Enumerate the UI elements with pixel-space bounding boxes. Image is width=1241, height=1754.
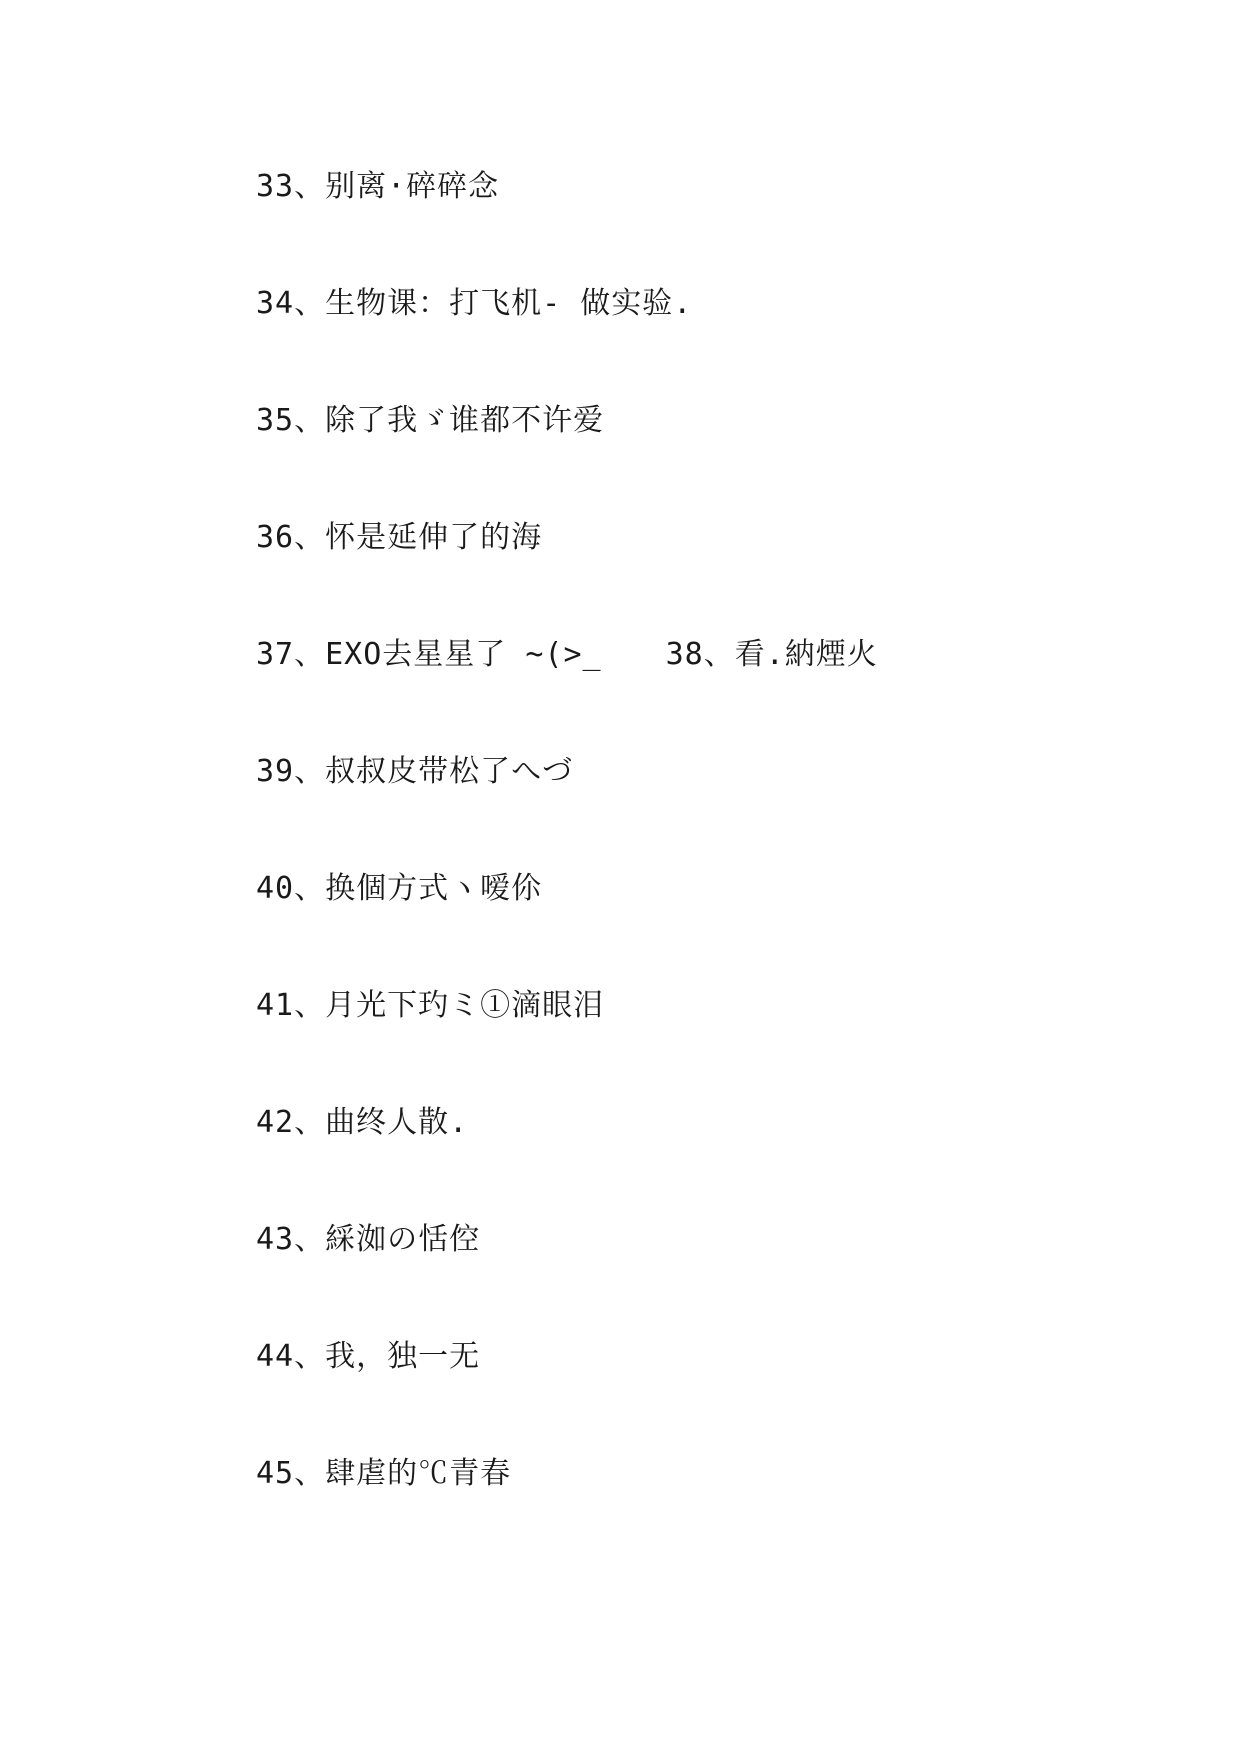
list-item: 45、肆虐的℃青春 <box>256 1456 512 1491</box>
list-item: 35、除了我ゞ谁都不许爱 <box>256 403 605 438</box>
list-item: 44、我，独一无 <box>256 1339 481 1374</box>
list-item: 33、别离·碎碎念 <box>256 169 500 204</box>
list-item: 38、看.納煙火 <box>665 637 878 672</box>
list-item: 36、怀是延伸了的海 <box>256 520 543 555</box>
list-item: 39、叔叔皮带松了へづ <box>256 754 574 789</box>
list-item-pair <box>256 635 878 675</box>
list-item: 42、曲终人散. <box>256 1105 469 1140</box>
list-item: 40、换個方式ヽ嗳伱 <box>256 871 543 906</box>
list-item: 43、綵洳の恬倥 <box>256 1222 481 1257</box>
list-item: 34、生物课：打飞机- 做实验. <box>256 286 693 321</box>
list-item: 37、EXO去星星了 ~(>_ <box>256 637 602 672</box>
list-item: 41、月光下玓ミ①滴眼泪 <box>256 988 605 1023</box>
